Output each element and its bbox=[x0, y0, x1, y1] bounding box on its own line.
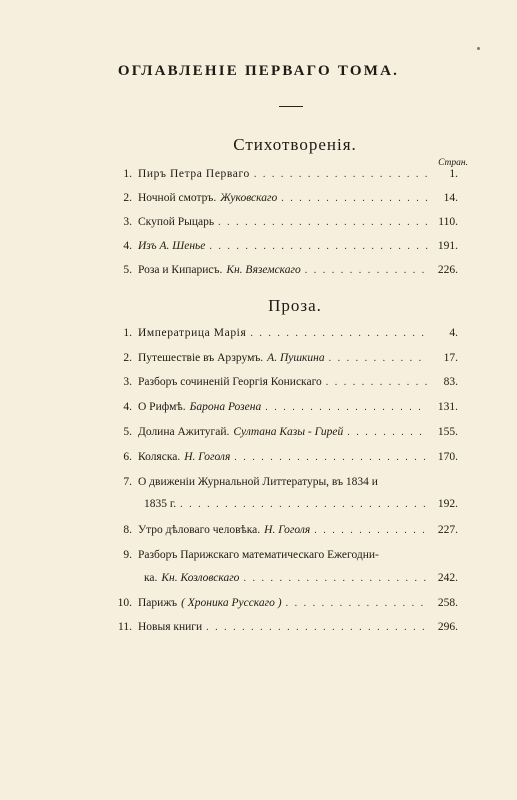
toc-entry bbox=[114, 352, 458, 370]
entry-title-cont: 1835 г. bbox=[144, 498, 177, 510]
entry-page: 1. bbox=[449, 168, 458, 180]
entry-page: 170. bbox=[437, 451, 458, 463]
entry-title: Коляска. bbox=[138, 451, 181, 463]
entry-page: 17. bbox=[443, 352, 458, 364]
leader-dots bbox=[305, 265, 428, 276]
entry-title: Роза и Кипарисъ. bbox=[138, 264, 223, 276]
entry-number: 2. bbox=[123, 352, 132, 364]
toc-entry bbox=[114, 426, 458, 444]
entry-author: Жуковскаго bbox=[220, 192, 278, 204]
leader-dots bbox=[218, 217, 428, 228]
section-heading-prose: Проза. bbox=[268, 296, 322, 315]
entry-title: Парижъ bbox=[138, 597, 178, 609]
leader-dots bbox=[234, 452, 428, 463]
entry-page: 110. bbox=[438, 216, 458, 228]
entry-title: Пиръ Петра Перваго bbox=[138, 168, 250, 180]
entry-number: 7. bbox=[123, 476, 132, 488]
entry-page: 4. bbox=[449, 327, 458, 339]
entry-number: 11. bbox=[118, 621, 132, 633]
entry-title: Ночной смотръ. bbox=[138, 192, 217, 204]
toc-entry bbox=[114, 401, 458, 419]
entry-page: 258. bbox=[437, 597, 458, 609]
entry-author: Н. Гоголя bbox=[264, 524, 311, 536]
entry-title: Долина Ажитугай. bbox=[138, 426, 230, 438]
entry-page: 155. bbox=[437, 426, 458, 438]
entry-page: 227. bbox=[437, 524, 458, 536]
toc-entry bbox=[114, 216, 458, 234]
entry-title: Новыя книги bbox=[138, 621, 203, 633]
page-title: ОГЛАВЛЕНІЕ ПЕРВАГО ТОМА. bbox=[117, 63, 400, 79]
leader-dots bbox=[243, 573, 428, 584]
entry-number: 3. bbox=[123, 216, 132, 228]
toc-entry-continuation bbox=[144, 572, 458, 590]
leader-dots bbox=[286, 598, 428, 609]
entry-title: Изъ А. Шенье bbox=[138, 240, 206, 252]
entry-page: 14. bbox=[443, 192, 458, 204]
entry-number: 4. bbox=[123, 401, 132, 413]
entry-number: 10. bbox=[117, 597, 132, 609]
entry-author: Кн. Козловскаго bbox=[161, 572, 240, 584]
entry-page: 242. bbox=[437, 572, 458, 584]
entry-page: 226. bbox=[437, 264, 458, 276]
leader-dots bbox=[206, 622, 428, 633]
toc-entry bbox=[114, 524, 458, 542]
entry-author: Султана Казы - Гирей bbox=[233, 426, 344, 438]
entry-title: Путешествіе въ Арзрумъ. bbox=[138, 352, 264, 364]
entry-title: Разборъ сочиненій Георгія Конискаго bbox=[138, 376, 322, 388]
entry-author: Н. Гоголя bbox=[184, 451, 231, 463]
toc-entry bbox=[114, 168, 458, 186]
toc-entry bbox=[114, 597, 458, 615]
entry-title: О Рифмѣ. bbox=[138, 401, 186, 413]
toc-entry bbox=[114, 476, 458, 494]
entry-author: А. Пушкина bbox=[267, 352, 325, 364]
toc-entry bbox=[114, 549, 458, 567]
entry-title: Разборъ Парижскаго математическаго Ежегодни- bbox=[138, 549, 379, 561]
entry-number: 6. bbox=[123, 451, 132, 463]
leader-dots bbox=[265, 402, 428, 413]
entry-number: 4. bbox=[123, 240, 132, 252]
toc-entry bbox=[114, 240, 458, 258]
entry-title: Скупой Рыцарь bbox=[138, 216, 215, 228]
entry-title-cont: ка. bbox=[144, 572, 158, 584]
entry-page: 131. bbox=[437, 401, 458, 413]
toc-entry bbox=[114, 621, 458, 639]
entry-page: 296. bbox=[437, 621, 458, 633]
entry-number: 5. bbox=[123, 264, 132, 276]
leader-dots bbox=[314, 525, 428, 536]
entry-title: Утро дѣловаго человѣка. bbox=[138, 524, 261, 536]
leader-dots bbox=[250, 328, 428, 339]
entry-number: 1. bbox=[123, 327, 132, 339]
title-rule bbox=[279, 106, 303, 107]
leader-dots bbox=[281, 193, 428, 204]
entry-number: 8. bbox=[123, 524, 132, 536]
leader-dots bbox=[326, 377, 428, 388]
leader-dots bbox=[329, 353, 428, 364]
toc-entry bbox=[114, 451, 458, 469]
entry-page: 192. bbox=[437, 498, 458, 510]
entry-number: 9. bbox=[123, 549, 132, 561]
section-heading-poems: Стихотворенія. bbox=[233, 135, 357, 154]
toc-entry bbox=[114, 327, 458, 345]
toc-entry bbox=[114, 376, 458, 394]
entry-author: Кн. Вяземскаго bbox=[226, 264, 301, 276]
entry-number: 1. bbox=[123, 168, 132, 180]
entry-author: ( Хроника Русскаго ) bbox=[181, 597, 282, 609]
entry-page: 191. bbox=[437, 240, 458, 252]
leader-dots bbox=[180, 499, 428, 510]
toc-entry bbox=[114, 264, 458, 282]
entry-title: Императрица Марія bbox=[138, 327, 247, 339]
leader-dots bbox=[254, 169, 428, 180]
paper-speck bbox=[477, 47, 480, 50]
toc-entry-continuation bbox=[144, 498, 458, 516]
entry-number: 2. bbox=[123, 192, 132, 204]
entry-title: О движеніи Журнальной Литтературы, въ 1834 и bbox=[138, 476, 378, 488]
entry-number: 5. bbox=[123, 426, 132, 438]
entry-author: Барона Розена bbox=[189, 401, 262, 413]
leader-dots bbox=[347, 427, 428, 438]
entry-number: 3. bbox=[123, 376, 132, 388]
entry-page: 83. bbox=[443, 376, 458, 388]
leader-dots bbox=[209, 241, 428, 252]
page-column-label: Стран. bbox=[438, 158, 468, 168]
toc-entry bbox=[114, 192, 458, 210]
